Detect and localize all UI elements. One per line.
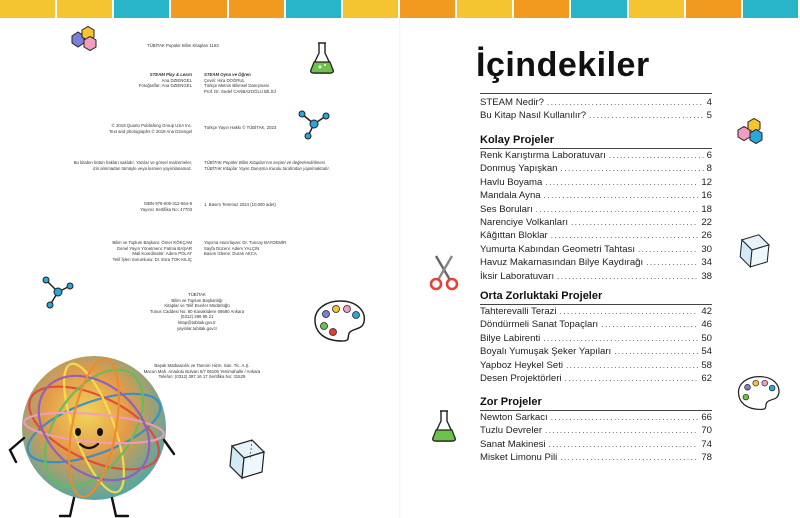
toc-entry-title: Yumurta Kabından Geometri Tahtası [480, 243, 636, 255]
toc-entry[interactable] [480, 109, 712, 122]
toc-entry-page: 58 [701, 359, 712, 371]
toc-entry-page: 22 [701, 216, 712, 228]
dot-leader [638, 243, 698, 256]
copyright-line-1: © 2018 Quarto Publishing Group USA Inc. [111, 123, 192, 128]
toc-entry-title: Bilye Labirenti [480, 332, 541, 344]
advisor-name-line: Prof. Dr. Sedef CANBAZOĞLU BİLİCİ [204, 88, 277, 94]
dot-leader [544, 189, 699, 202]
dot-leader [545, 424, 698, 437]
advisor-role-line: Türkçe Metnin Bilimsel Danışmanı [204, 83, 270, 89]
toc-entry[interactable] [480, 411, 712, 424]
color-stripe [114, 0, 169, 18]
rights-notice [40, 160, 192, 171]
page-title: İçindekiler [476, 46, 650, 84]
toc-entry[interactable] [480, 270, 712, 283]
printer-phone: Telefon: (0312) 397 16 17 Sertifika No: 31529 [158, 374, 246, 380]
printer-name: Başak Matbaacılık ve Tanıtım Hizm. San. Tic. A.Ş. [154, 363, 250, 368]
toc-entry-page: 5 [706, 110, 712, 122]
toc-entry-title: Döndürmeli Sanat Topaçları [480, 319, 599, 331]
dot-leader [571, 216, 698, 229]
publisher-email[interactable]: kitap@tubitak.gov.tr [178, 319, 216, 325]
dot-leader [551, 411, 699, 424]
dot-leader [543, 332, 698, 345]
toc-entry-page: 46 [701, 319, 712, 331]
color-stripe [286, 0, 341, 18]
rights-line-2: izin alınmadan tümüyle veya kısmen yayımlanamaz. [92, 165, 192, 171]
color-stripe [400, 0, 455, 18]
toc-entry-title: Newton Sarkacı [480, 412, 548, 423]
color-stripe [171, 0, 226, 18]
toc-entry-title: Boyalı Yumuşak Şeker Yapıları [480, 346, 612, 358]
scissors-icon [426, 252, 462, 292]
toc-entry-page: 30 [701, 243, 712, 255]
toc-entry-page: 54 [701, 346, 712, 358]
rubber-band-ball-illustration [8, 346, 176, 518]
publisher-office: Kitaplar ve Telif Eserler Müdürlüğü [164, 303, 230, 309]
toc-entry[interactable] [480, 438, 712, 451]
toc-entry-title: Narenciye Volkanları [480, 216, 568, 228]
toc-entry[interactable] [480, 189, 712, 202]
series-line: TÜBİTAK Popüler Bilim Kitapları 1183 [147, 43, 219, 48]
publisher-website[interactable]: yayinlar.tubitak.gov.tr [176, 325, 218, 331]
toc-entry-title: Havuz Makarnasından Bilye Kaydırağı [480, 257, 644, 269]
toc-entry-title: İksir Laboratuvarı [480, 270, 555, 282]
staff-right-3: Basım İzleme: Duran AKCA [204, 251, 257, 257]
paint-palette-icon [736, 374, 782, 412]
copyright-original [60, 123, 192, 134]
title-divider [480, 93, 712, 94]
toc-entry-title: STEAM Nedir? [480, 97, 544, 108]
toc-entry[interactable] [480, 305, 712, 318]
dot-leader [551, 229, 699, 242]
toc-entry-title: Desen Projektörleri [480, 372, 562, 384]
cube-icon [218, 432, 270, 484]
toc-entry[interactable] [480, 162, 712, 175]
copyright-turkish: Türkçe Yayın Hakkı © TÜBİTAK, 2023 [204, 125, 277, 130]
toc-entry-title: Donmuş Yapışkan [480, 163, 558, 175]
toc-easy-list [480, 149, 712, 283]
section-heading-hard: Zor Projeler [480, 396, 542, 408]
toc-entry[interactable] [480, 216, 712, 229]
original-credits [80, 72, 192, 89]
toc-hard-list [480, 411, 712, 465]
hexagon-cluster-icon [734, 116, 774, 148]
publisher-dept: Bilim ve Toplum Başkanlığı [171, 297, 223, 303]
publisher-block [117, 292, 277, 331]
color-stripe [743, 0, 798, 18]
toc-entry-title: Yapboz Heykel Seti [480, 359, 564, 371]
section-heading-easy: Kolay Projeler [480, 134, 554, 146]
section-heading-medium: Orta Zorluktaki Projeler [480, 290, 603, 302]
dot-leader [560, 305, 699, 318]
toc-entry[interactable] [480, 96, 712, 109]
toc-entry[interactable] [480, 256, 712, 269]
toc-entry-title: Bu Kitap Nasıl Kullanılır? [480, 110, 587, 122]
color-stripe [514, 0, 569, 18]
toc-entry-page: 66 [701, 412, 712, 423]
toc-entry-title: Mandala Ayna [480, 190, 541, 202]
color-stripe [229, 0, 284, 18]
dot-leader [601, 318, 698, 331]
dot-leader [560, 451, 698, 464]
translator-line: Çeviri: Hira DOĞRUL [204, 77, 245, 83]
staff-left-3: Mali Koordinatör: Adem POLAT [132, 251, 192, 257]
toc-entry[interactable] [480, 345, 712, 358]
color-stripe [457, 0, 512, 18]
copyright-line-2: Text and photographs © 2018 Ana Dziengel [109, 128, 192, 134]
original-title: STEAM Play & Learn [149, 72, 192, 77]
color-stripe [629, 0, 684, 18]
toc-entry[interactable] [480, 359, 712, 372]
staff-right [204, 240, 354, 257]
toc-entry-title: Havlu Boyama [480, 176, 543, 188]
toc-entry[interactable] [480, 149, 712, 162]
dot-leader [646, 256, 698, 269]
toc-intro-list [480, 96, 712, 123]
dot-leader [561, 162, 704, 175]
toc-entry-title: Renk Karıştırma Laboratuvarı [480, 150, 606, 161]
toc-entry-title: Kâğıttan Bloklar [480, 230, 548, 242]
toc-entry[interactable] [480, 372, 712, 385]
toc-entry[interactable] [480, 229, 712, 242]
staff-right-1: Yayıma Hazırlayan: Dr. Tuncay BAYDEMİR [204, 240, 287, 245]
molecule-icon [296, 106, 332, 142]
dot-leader [589, 109, 704, 122]
flask-icon [308, 40, 336, 76]
toc-entry-page: 8 [706, 163, 712, 175]
rights-line-1: Bu kitabın bütün hakları saklıdır. Yazılar ve görsel malzemeler, [73, 160, 192, 165]
toc-entry-page: 38 [701, 270, 712, 282]
dot-leader [547, 96, 704, 109]
toc-entry-page: 18 [701, 203, 712, 215]
toc-entry-title: Misket Limonu Pili [480, 452, 558, 464]
color-stripe [343, 0, 398, 18]
cube-icon [730, 228, 774, 272]
top-color-strip [0, 0, 800, 18]
toc-entry-page: 62 [701, 372, 712, 384]
hexagon-cluster-icon [64, 26, 104, 58]
molecule-icon [40, 274, 76, 310]
staff-left-4: Telif İşleri Sorumlusu: Dr. Esra TOK KILIÇ [112, 256, 192, 262]
isbn-line: ISBN 978-605-312-564-8 [143, 201, 192, 206]
toc-entry[interactable] [480, 424, 712, 437]
toc-entry-page: 50 [701, 332, 712, 344]
toc-entry-page: 70 [701, 425, 712, 437]
toc-medium-list [480, 305, 712, 385]
dot-leader [565, 372, 699, 385]
dot-leader [549, 438, 699, 451]
dot-leader [557, 270, 698, 283]
staff-left [60, 240, 192, 262]
staff-right-2: Sayfa Düzeni: Adem YALÇIN [204, 245, 260, 251]
toc-entry-page: 26 [701, 230, 712, 242]
edition-line: 1. Basım Temmuz 2024 (10.000 adet) [204, 202, 276, 207]
toc-entry-page: 74 [701, 438, 712, 450]
toc-entry-page: 16 [701, 190, 712, 202]
toc-entry[interactable] [480, 318, 712, 331]
dot-leader [536, 203, 699, 216]
toc-entry-page: 6 [706, 150, 712, 161]
toc-entry[interactable] [480, 203, 712, 216]
selection-notice [204, 160, 374, 171]
dot-leader [614, 345, 698, 358]
flask-icon [430, 408, 458, 444]
toc-entry-page: 42 [701, 306, 712, 317]
photographer-line: Fotoğraflar: Ana DZIENGEL [138, 83, 192, 89]
toc-entry[interactable] [480, 243, 712, 256]
toc-entry[interactable] [480, 176, 712, 189]
toc-entry-title: Ses Boruları [480, 203, 533, 215]
certificate-line: Yayıncı Sertifika No: 47703 [140, 206, 192, 212]
publisher-name: TÜBİTAK [188, 292, 206, 297]
color-stripe [571, 0, 626, 18]
dot-leader [545, 176, 698, 189]
toc-entry-title: Tahterevalli Terazi [480, 306, 557, 317]
toc-entry-title: Tuzlu Devreler [480, 425, 543, 437]
color-stripe [57, 0, 112, 18]
staff-left-1: Bilim ve Toplum Başkanı: Ömer KÖKÇAM [112, 240, 192, 245]
toc-entry-title: Sanat Makinesi [480, 438, 546, 450]
toc-entry-page: 12 [701, 176, 712, 188]
toc-entry-page: 34 [701, 257, 712, 269]
dot-leader [566, 359, 698, 372]
selection-line-1: TÜBİTAK Popüler Bilim Kitapları'nın seçimi ve değerlendirilmesi [204, 160, 325, 165]
toc-entry-page: 4 [706, 97, 712, 108]
color-stripe [0, 0, 55, 18]
author-line: Ana DZIENGEL [161, 77, 192, 83]
turkish-title: STEAM Oyna ve Öğren [204, 72, 251, 77]
selection-line-2: TÜBİTAK Kitaplar Yayın Danışma Kurulu tarafından yapılmaktadır. [204, 165, 330, 171]
toc-entry[interactable] [480, 451, 712, 464]
isbn-block [80, 201, 192, 212]
page-spine [399, 18, 401, 518]
toc-entry[interactable] [480, 332, 712, 345]
toc-entry-page: 78 [701, 452, 712, 464]
publisher-address: Tunus Caddesi No: 80 Kavaklıdere 06680 Ankara [149, 308, 245, 314]
publisher-phone: (0312) 298 95 21 [180, 314, 214, 320]
printer-address: Macun Mah. Anadolu Bulvarı 5/7 06105 Yenimahalle / Ankara [143, 368, 261, 374]
color-stripe [686, 0, 741, 18]
paint-palette-icon [312, 298, 368, 344]
dot-leader [609, 149, 704, 162]
staff-left-2: Genel Yayın Yönetmeni: Fatma BAŞAR [116, 245, 192, 251]
